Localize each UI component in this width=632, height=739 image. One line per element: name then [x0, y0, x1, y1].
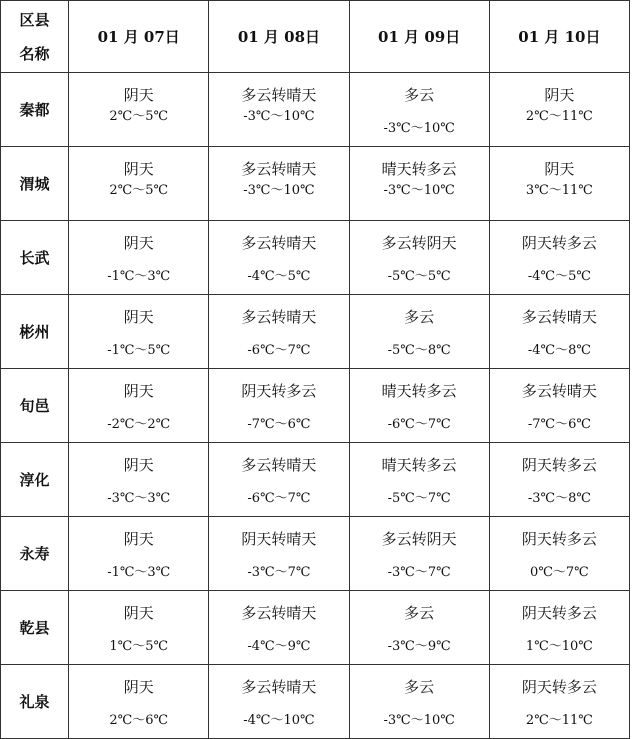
weather-condition: 多云转晴天 [241, 678, 317, 696]
temperature-range: -6℃～7℃ [387, 417, 451, 432]
table-body [1, 73, 630, 739]
forecast-cell [489, 443, 629, 517]
temperature-range: 0℃～7℃ [530, 565, 589, 580]
temperature-range: -4℃～5℃ [247, 269, 311, 284]
table-row [1, 517, 630, 591]
temperature-range: -4℃～5℃ [527, 269, 591, 284]
weather-condition: 阴天 [123, 604, 154, 622]
weather-condition: 阴天 [123, 456, 154, 474]
forecast-cell [209, 517, 349, 591]
forecast-cell [69, 443, 209, 517]
table-row [1, 369, 630, 443]
temperature-range: 2℃～6℃ [109, 713, 169, 728]
weather-condition: 多云 [404, 678, 435, 696]
weather-condition: 阴天转多云 [521, 678, 597, 696]
weather-condition: 阴天转多云 [521, 456, 597, 474]
forecast-cell [69, 517, 209, 591]
forecast-cell [209, 73, 349, 147]
forecast-cell [209, 591, 349, 665]
region-name: 旬邑 [1, 369, 69, 443]
weather-condition: 多云转晴天 [241, 456, 317, 474]
temperature-range: -3℃～10℃ [383, 183, 455, 198]
forecast-cell [69, 221, 209, 295]
weather-condition: 多云 [404, 86, 435, 104]
date-header: 01 月 08日 [209, 1, 349, 73]
forecast-cell [69, 147, 209, 221]
region-header-line2: 名称 [19, 44, 50, 63]
table-row [1, 295, 630, 369]
weather-condition: 阴天 [123, 382, 154, 400]
weather-condition: 阴天 [123, 234, 154, 252]
forecast-cell [209, 369, 349, 443]
forecast-cell [209, 665, 349, 739]
temperature-range: 1℃～10℃ [525, 639, 593, 654]
forecast-cell [69, 73, 209, 147]
temperature-range: -3℃～7℃ [387, 565, 451, 580]
weather-condition: 阴天转晴天 [241, 530, 317, 548]
table-row [1, 221, 630, 295]
temperature-range: -3℃～10℃ [383, 713, 455, 728]
header-row [1, 1, 630, 73]
weather-condition: 多云转晴天 [241, 604, 317, 622]
forecast-cell [349, 665, 489, 739]
weather-condition: 多云转晴天 [241, 160, 317, 178]
forecast-cell [349, 369, 489, 443]
forecast-cell [349, 517, 489, 591]
weather-condition: 多云转阴天 [381, 530, 457, 548]
weather-condition: 阴天转多云 [521, 234, 597, 252]
date-header: 01 月 10日 [489, 1, 629, 73]
forecast-cell [489, 591, 629, 665]
temperature-range: 3℃～11℃ [525, 183, 593, 198]
temperature-range: -3℃～10℃ [243, 183, 315, 198]
forecast-cell [489, 369, 629, 443]
forecast-cell [349, 443, 489, 517]
table-row [1, 73, 630, 147]
temperature-range: -4℃～8℃ [527, 343, 591, 358]
weather-condition: 阴天 [123, 678, 154, 696]
weather-condition: 阴天 [544, 160, 575, 178]
temperature-range: -3℃～10℃ [383, 121, 455, 136]
forecast-cell [69, 665, 209, 739]
forecast-cell [209, 221, 349, 295]
temperature-range: -5℃～7℃ [387, 491, 451, 506]
temperature-range: -1℃～3℃ [107, 565, 171, 580]
region-name: 淳化 [1, 443, 69, 517]
weather-condition: 阴天转多云 [241, 382, 317, 400]
weather-condition: 阴天 [123, 160, 154, 178]
weather-condition: 多云转晴天 [241, 86, 317, 104]
temperature-range: 1℃～5℃ [109, 639, 169, 654]
temperature-range: -1℃～3℃ [107, 269, 171, 284]
forecast-cell [209, 443, 349, 517]
forecast-cell [209, 147, 349, 221]
forecast-cell [489, 73, 629, 147]
forecast-cell [349, 221, 489, 295]
region-column-header [1, 1, 69, 73]
temperature-range: 2℃～5℃ [109, 183, 169, 198]
forecast-cell [489, 147, 629, 221]
temperature-range: -5℃～8℃ [387, 343, 451, 358]
forecast-cell [349, 147, 489, 221]
weather-condition: 多云转晴天 [241, 234, 317, 252]
forecast-cell [489, 665, 629, 739]
temperature-range: -3℃～8℃ [527, 491, 591, 506]
temperature-range: -3℃～10℃ [243, 109, 315, 124]
temperature-range: -4℃～10℃ [243, 713, 315, 728]
date-header: 01 月 07日 [69, 1, 209, 73]
temperature-range: -3℃～3℃ [107, 491, 171, 506]
region-name: 渭城 [1, 147, 69, 221]
temperature-range: -3℃～9℃ [387, 639, 451, 654]
weather-condition: 多云转晴天 [521, 382, 597, 400]
temperature-range: -6℃～7℃ [247, 343, 311, 358]
weather-condition: 多云 [404, 308, 435, 326]
region-name: 长武 [1, 221, 69, 295]
weather-condition: 多云转晴天 [241, 308, 317, 326]
weather-condition: 阴天转多云 [521, 604, 597, 622]
region-name: 乾县 [1, 591, 69, 665]
forecast-cell [349, 73, 489, 147]
weather-condition: 阴天 [123, 308, 154, 326]
weather-condition: 多云转阴天 [381, 234, 457, 252]
forecast-cell [489, 295, 629, 369]
weather-condition: 晴天转多云 [381, 382, 457, 400]
weather-condition: 阴天 [123, 530, 154, 548]
table-row [1, 443, 630, 517]
temperature-range: 2℃～5℃ [109, 109, 169, 124]
weather-condition: 阴天 [123, 86, 154, 104]
forecast-cell [209, 295, 349, 369]
temperature-range: -3℃～7℃ [247, 565, 311, 580]
region-header-line1: 区县 [19, 10, 50, 29]
weather-condition: 阴天 [544, 86, 575, 104]
temperature-range: 2℃～11℃ [525, 109, 593, 124]
temperature-range: -5℃～5℃ [387, 269, 451, 284]
weather-condition: 晴天转多云 [381, 456, 457, 474]
table-row [1, 147, 630, 221]
temperature-range: 2℃～11℃ [525, 713, 593, 728]
forecast-cell [489, 517, 629, 591]
forecast-cell [69, 369, 209, 443]
region-name: 礼泉 [1, 665, 69, 739]
temperature-range: -6℃～7℃ [247, 491, 311, 506]
weather-condition: 阴天转多云 [521, 530, 597, 548]
table-row [1, 591, 630, 665]
temperature-range: -4℃～9℃ [247, 639, 311, 654]
region-name: 永寿 [1, 517, 69, 591]
temperature-range: -7℃～6℃ [527, 417, 591, 432]
temperature-range: -7℃～6℃ [247, 417, 311, 432]
weather-condition: 多云 [404, 604, 435, 622]
temperature-range: -1℃～5℃ [107, 343, 171, 358]
temperature-range: -2℃～2℃ [107, 417, 171, 432]
region-name: 秦都 [1, 73, 69, 147]
forecast-cell [69, 295, 209, 369]
date-header: 01 月 09日 [349, 1, 489, 73]
forecast-cell [489, 221, 629, 295]
table-row [1, 665, 630, 739]
weather-condition: 晴天转多云 [381, 160, 457, 178]
forecast-cell [69, 591, 209, 665]
weather-condition: 多云转晴天 [521, 308, 597, 326]
forecast-cell [349, 295, 489, 369]
forecast-cell [349, 591, 489, 665]
region-name: 彬州 [1, 295, 69, 369]
